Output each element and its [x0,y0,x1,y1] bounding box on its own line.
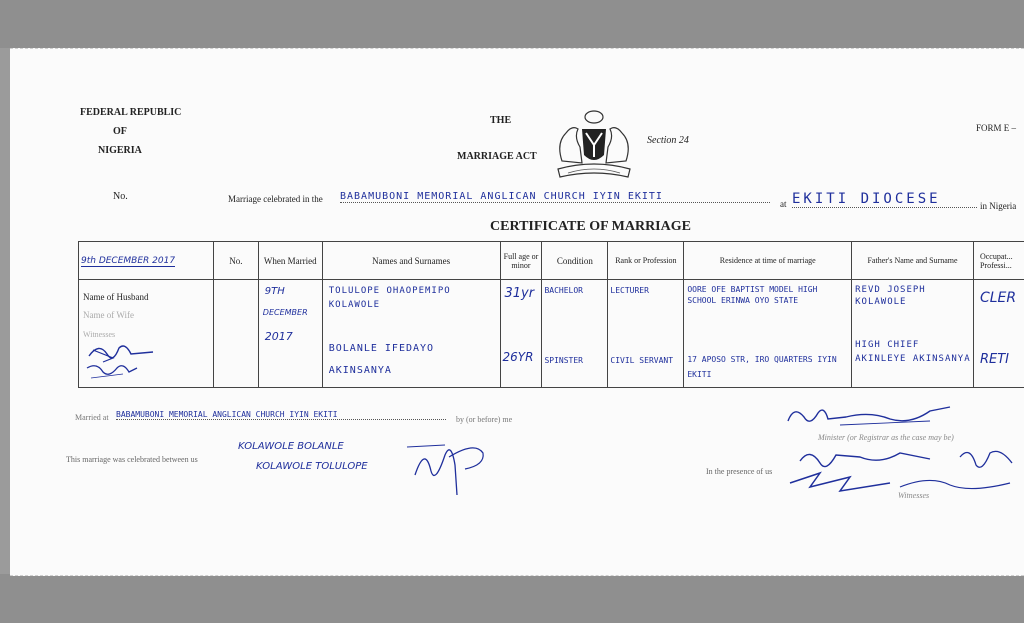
husband-father-occupation: CLER [979,290,1017,306]
wife-name: BOLANLE IFEDAYO AKINSANYA [328,343,435,376]
marriage-register-table [78,241,1024,388]
wife-condition: SPINSTER [544,356,583,365]
names-cell [322,280,500,388]
by-me-text: by (or before) me [456,415,513,424]
celebration-place-value: BABAMUBONI MEMORIAL ANGLICAN CHURCH IYIN EKITI [340,191,770,203]
section-label: Section 24 [647,135,689,146]
residence-cell [684,280,852,388]
number-label: No. [113,191,128,202]
header-rank: Rank or Profession [608,242,684,280]
husband-father: REVD JOSEPH KOLAWOLE [855,285,926,307]
header-occupation: Occupat... Professi... [973,242,1024,280]
husband-name: TOLULOPE OHAOPEMIPO KOLAWOLE [328,286,451,310]
celebrated-label: Marriage celebrated in the [228,194,323,204]
scan-background-top [0,0,1024,48]
form-label: FORM E – [976,123,1017,133]
presence-label: In the presence of us [706,467,773,476]
between-label: This marriage was celebrated between us [66,455,198,464]
profession-cell [608,280,684,388]
header-father: Father's Name and Surname [852,242,974,280]
coat-of-arms-icon [548,107,640,185]
husband-profession: LECTURER [610,286,649,295]
witnesses-label: Witnesses [83,330,116,339]
header-residence: Residence at time of marriage [684,242,852,280]
at-label: at [780,199,787,209]
father-occupation-cell [973,280,1024,388]
wife-father: HIGH CHIEF AKINLEYE AKINSANYA [855,340,971,364]
condition-cell [542,280,608,388]
when-married-year: 2017 [264,330,293,343]
wife-residence: 17 APOSO STR, IRO QUARTERS IYIN EKITI [687,355,837,379]
father-cell [852,280,974,388]
married-at-value: BABAMUBONI MEMORIAL ANGLICAN CHURCH IYIN EKITI [116,410,446,420]
husband-age: 31yr [504,286,535,301]
wife-profession: CIVIL SERVANT [610,356,674,365]
header-condition: Condition [542,242,608,280]
celebration-location-value: EKITI DIOCESE [792,191,977,208]
header-age: Full age or minor [500,242,542,280]
country-line-2: OF [113,126,127,137]
husband-condition: BACHELOR [544,286,583,295]
register-date-cell [79,242,214,280]
party-two: KOLAWOLE TOLULOPE [256,461,368,472]
when-married-month: DECEMBER [262,308,308,317]
wife-father-occupation: RETI [979,352,1009,367]
age-cell [500,280,542,388]
country-line-1: FEDERAL REPUBLIC [80,107,182,118]
party-one: KOLAWOLE BOLANLE [238,441,344,452]
witness-signatures-icon [83,338,173,382]
registrar-signature-icon [780,401,980,435]
party-signature-icon [405,435,495,501]
when-married-day: 9TH [264,286,285,297]
husband-residence: OORE OFE BAPTIST MODEL HIGH SCHOOL ERINWA OYO STATE [687,285,818,305]
the-label: THE [490,115,512,126]
witnesses-caption: Witnesses [898,491,930,500]
country-line-3: NIGERIA [98,145,142,156]
certificate-paper [10,48,1024,576]
scan-background-bottom [0,574,1024,623]
act-title: MARRIAGE ACT [457,151,537,162]
header-names: Names and Surnames [322,242,500,280]
husband-label: Name of Husband [83,292,149,302]
in-nigeria-label: in Nigeria [980,201,1017,211]
registrar-caption: Minister (or Registrar as the case may be) [818,433,954,442]
party-labels-cell [79,280,214,388]
header-no: No. [213,242,258,280]
header-when-married: When Married [258,242,322,280]
certificate-title: CERTIFICATE OF MARRIAGE [490,219,691,234]
when-married-cell [258,280,322,388]
wife-age: 26YR [502,350,534,364]
register-date: 9th DECEMBER 2017 [81,256,176,266]
wife-label: Name of Wife [83,310,134,320]
married-at-label: Married at [75,413,109,422]
number-cell [213,280,258,388]
